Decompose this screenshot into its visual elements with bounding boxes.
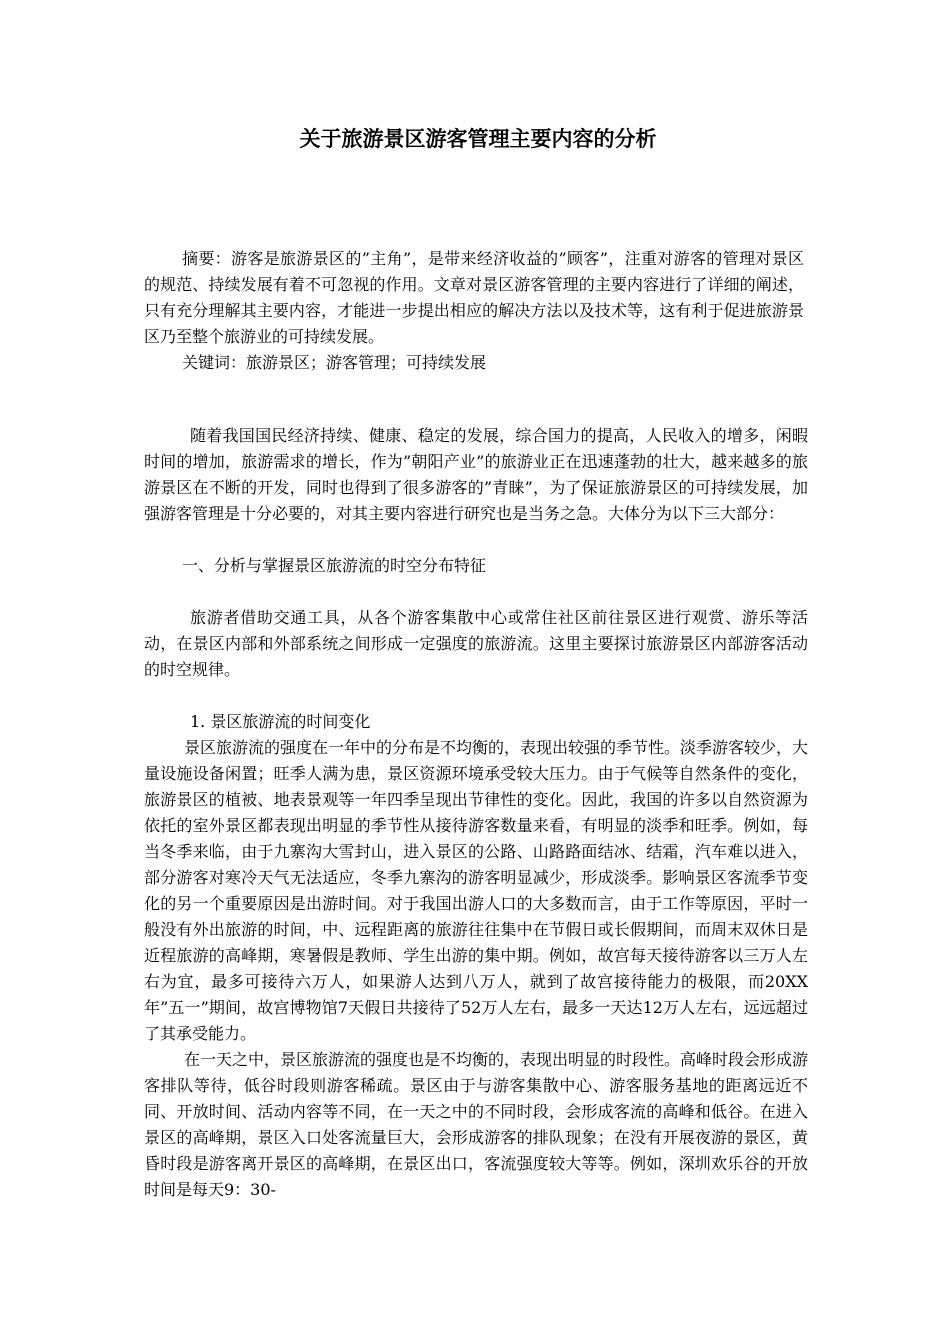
subsection-heading: 1. 景区旅游流的时间变化 bbox=[190, 712, 371, 731]
section-heading: 一、分析与掌握景区旅游流的时空分布特征 bbox=[182, 556, 487, 575]
abstract-text: 摘要：游客是旅游景区的”主角”，是带来经济收益的”顾客”，注重对游客的管理对景区的规范、持续发展有着不可忽视的作用。文章对景区游客管理的主要内容进行了详细的阐述，只有充分理解其主要内容，才能进一步提出相应的解决方法以及技术等，这有利于促进旅游景区乃至整个旅游业的可持续发展。 bbox=[144, 249, 804, 346]
body-text bbox=[144, 423, 808, 1203]
daily-paragraph: 在一天之中，景区旅游流的强度也是不均衡的，表现出明显的时段性。高峰时段会形成游客排队等待，低谷时段则游客稀疏。景区由于与游客集散中心、游客服务基地的距离远近不同、开放时间、活动内容等不同，在一天之中的不同时段，会形成客流的高峰和低谷。在进入景区的高峰期，景区入口处客流量巨大，会形成游客的排队现象；在没有开展夜游的景区，黄昏时段是游客离开景区的高峰期，在景区出口，客流强度较大等等。例如，深圳欢乐谷的开放时间是每天9：30- bbox=[144, 1050, 809, 1199]
abstract-block bbox=[144, 246, 804, 376]
season-paragraph: 景区旅游流的强度在一年中的分布是不均衡的，表现出较强的季节性。淡季游客较少，大量设施设备闲置；旺季人满为患，景区资源环境承受较大压力。由于气候等自然条件的变化，旅游景区的植被、地表景观等一年四季呈现出节律性的变化。因此，我国的许多以自然资源为依托的室外景区都表现出明显的季节性从接待游客数量来看，有明显的淡季和旺季。例如，每当冬季来临，由于九寨沟大雪封山，进入景区的公路、山路路面结冰、结霜，汽车难以进入，部分游客对寒冷天气无法适应，冬季九寨沟的游客明显减少，形成淡季。影响景区客流季节变化的另一个重要原因是出游时间。对于我国出游人口的大多数而言，由于工作等原因，平时一般没有外出旅游的时间，中、远程距离的旅游往往集中在节假日或长假期间，而周末双休日是近程旅游的高峰期，寒暑假是教师、学生出游的集中期。例如，故宫每天接待游客以三万人左右为宜，最多可接待六万人，如果游人达到八万人，就到了故宫接待能力的极限，而20XX年”五一”期间，故宫博物馆7天假日共接待了52万人左右，最多一天达12万人左右，远远超过了其承受能力。 bbox=[144, 738, 809, 1043]
keywords-text: 关键词：旅游景区；游客管理；可持续发展 bbox=[182, 353, 487, 372]
section-intro-paragraph: 旅游者借助交通工具，从各个游客集散中心或常住社区前往景区进行观赏、游乐等活动，在景区内部和外部系统之间形成一定强度的旅游流。这里主要探讨旅游景区内部游客活动的时空规律。 bbox=[144, 608, 808, 679]
intro-paragraph: 随着我国国民经济持续、健康、稳定的发展，综合国力的提高，人民收入的增多，闲暇时间的增加，旅游需求的增长，作为”朝阳产业”的旅游业正在迅速蓬勃的壮大，越来越多的旅游景区在不断的开发，同时也得到了很多游客的”青睐”，为了保证旅游景区的可持续发展，加强游客管理是十分必要的，对其主要内容进行研究也是当务之急。大体分为以下三大部分： bbox=[144, 426, 808, 523]
document-title: 关于旅游景区游客管理主要内容的分析 bbox=[299, 127, 657, 151]
